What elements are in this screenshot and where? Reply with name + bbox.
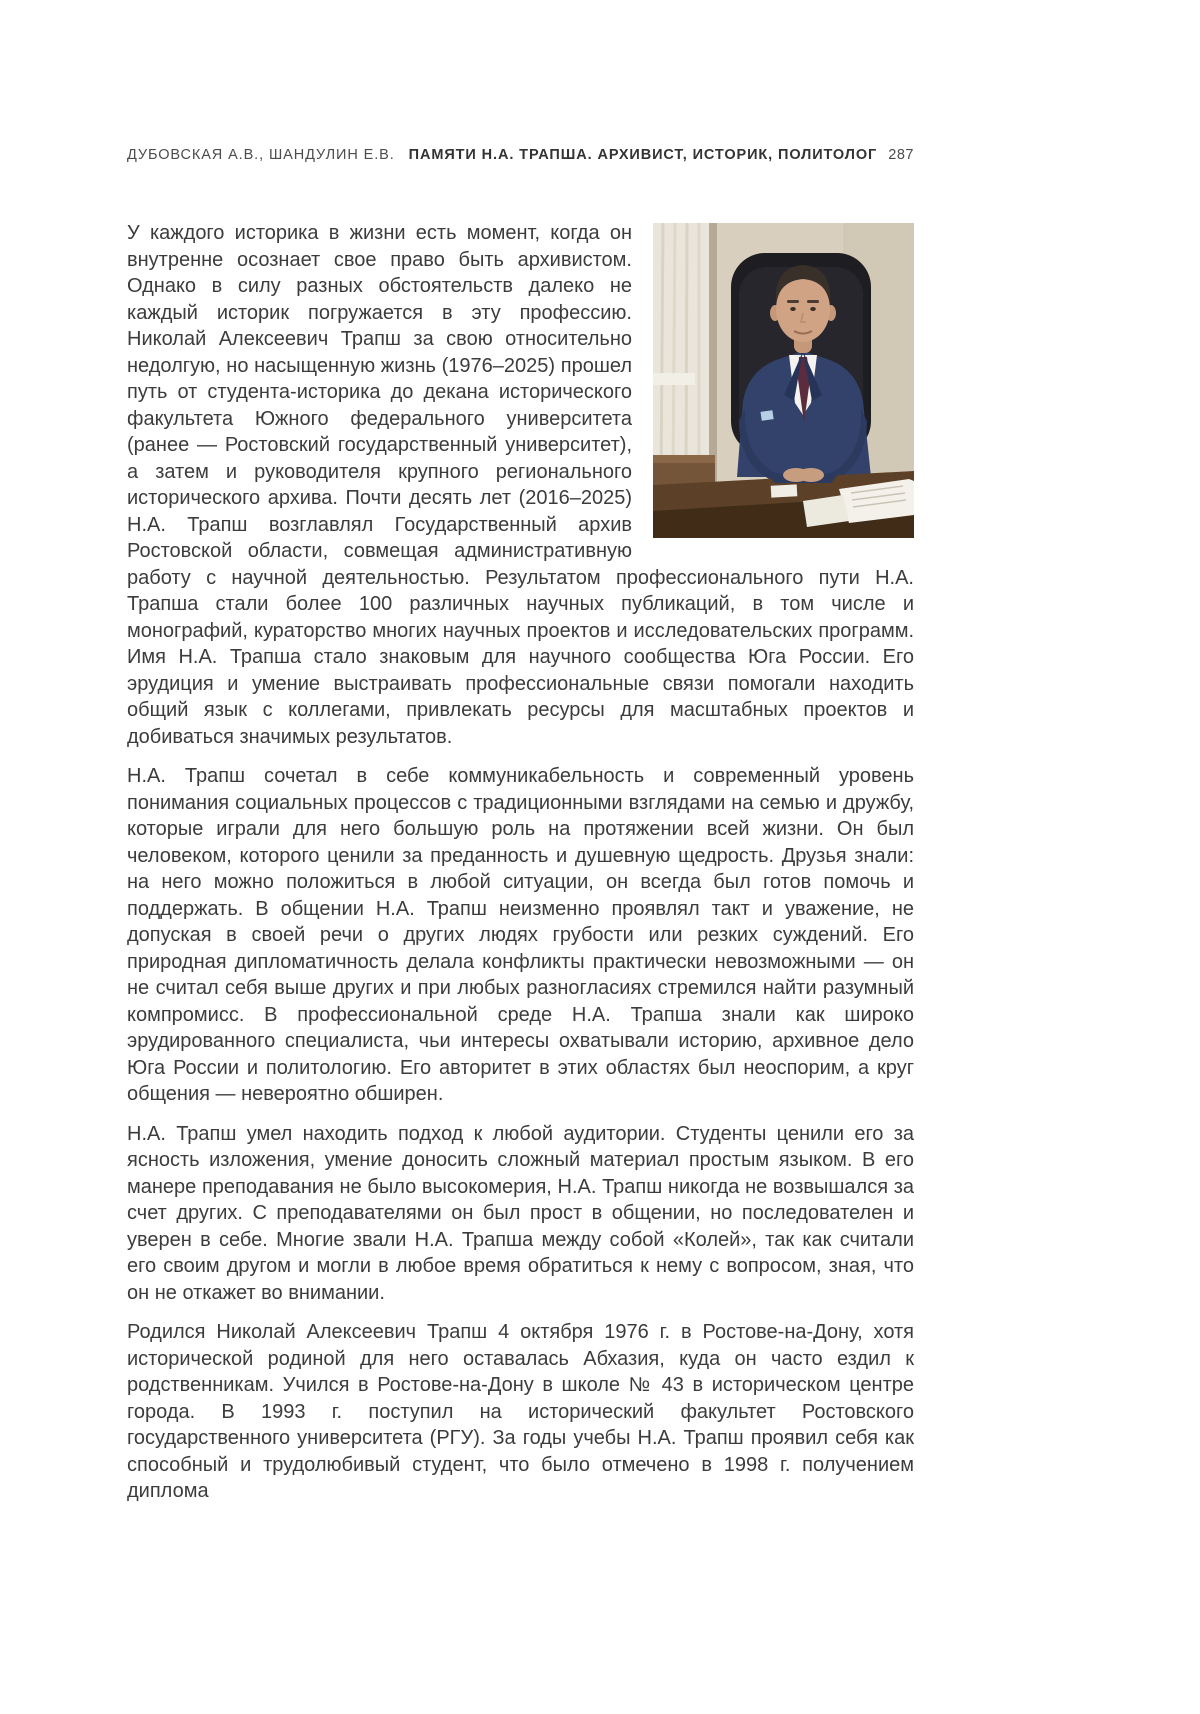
article-paragraph-2: Н.А. Трапш сочетал в себе коммуникабельность и современный уровень понимания социальных процессов с традиционными взглядами на семью и дружбу, которые играли для него большую роль на протяжении всей жизни. Он был человеком, которого ценили за преданность и душевную щедрость. Друзья знали: на него можно положиться в любой ситуации, он всегда был готов помочь и поддержать. В общении Н.А. Трапш неизменно проявлял такт и уважение, не допуская в своей речи о других людях грубости или резких суждений. Его природная дипломатичность делала конфликты практически невозможными — он не считал себя выше других и при любых разногласиях стремился найти разумный компромисс. В профессиональной среде Н.А. Трапша знали как широко эрудированного специалиста, чьи интересы охватывали историю, архивное дело Юга России и политологию. Его авторитет в этих областях был неоспорим, а круг общения — невероятно обширен. <box>127 765 914 1105</box>
article-paragraph-3: Н.А. Трапш умел находить подход к любой аудитории. Студенты ценили его за ясность изложения, умение доносить сложный материал простым языком. В его манере преподавания не было высокомерия, Н.А. Трапш никогда не возвышался за счет других. С преподавателями он был прост в общении, но последователен и уверен в себе. Многие звали Н.А. Трапша между собой «Колей», так как считали его своим другом и могли в любое время обратиться к нему с вопросом, зная, что он не откажет во внимании. <box>127 1122 914 1304</box>
header-article-title: ПАМЯТИ Н.А. ТРАПША. АРХИВИСТ, ИСТОРИК, ПОЛИТОЛОГ <box>408 147 878 163</box>
page-number: 287 <box>888 147 914 163</box>
page-content <box>127 147 914 1505</box>
header-authors: ДУБОВСКАЯ А.В., ШАНДУЛИН Е.В. <box>127 147 395 163</box>
running-head <box>127 147 914 163</box>
article-body <box>127 220 914 1505</box>
portrait-photo <box>653 223 914 538</box>
article-paragraph-4: Родился Николай Алексеевич Трапш 4 октября 1976 г. в Ростове-на-Дону, хотя исторической родиной для него оставалась Абхазия, куда он часто ездил к родственникам. Учился в Ростове-на-Дону в школе № 43 в историческом центре города. В 1993 г. поступил на исторический факультет Ростовского государственного университета (РГУ). За годы учебы Н.А. Трапш проявил себя как способный и трудолюбивый студент, что было отмечено в 1998 г. получением диплома <box>127 1321 914 1502</box>
portrait-photo-illustration <box>653 223 914 538</box>
article-paragraph-1: У каждого историка в жизни есть момент, когда он внутренне осознает свое право быть архивистом. Однако в силу разных обстоятельств далеко не каждый историк погружается в эту профессию. Николай Алексеевич Трапш за свою относительно недолгую, но насыщенную жизнь (1976–2025) прошел путь от студента-историка до декана исторического факультета Южного федерального университета (ранее — Ростовский государственный университет), а затем и руководителя крупного регионального исторического архива. Почти десять лет (2016–2025) Н.А. Трапш возглавлял Государственный архив Ростовской области, совмещая административную работу с научной деятельностью. Результатом профессионального пути Н.А. Трапша стали более 100 различных научных публикаций, в том числе и монографий, кураторство многих научных проектов и исследовательских программ. Имя Н.А. Трапша стало знаковым для научного сообщества Юга России. Его эрудиция и умение выстраивать профессиональные связи помогали находить общий язык с коллегами, привлекать ресурсы для масштабных проектов и добиваться значимых результатов. <box>127 222 914 748</box>
